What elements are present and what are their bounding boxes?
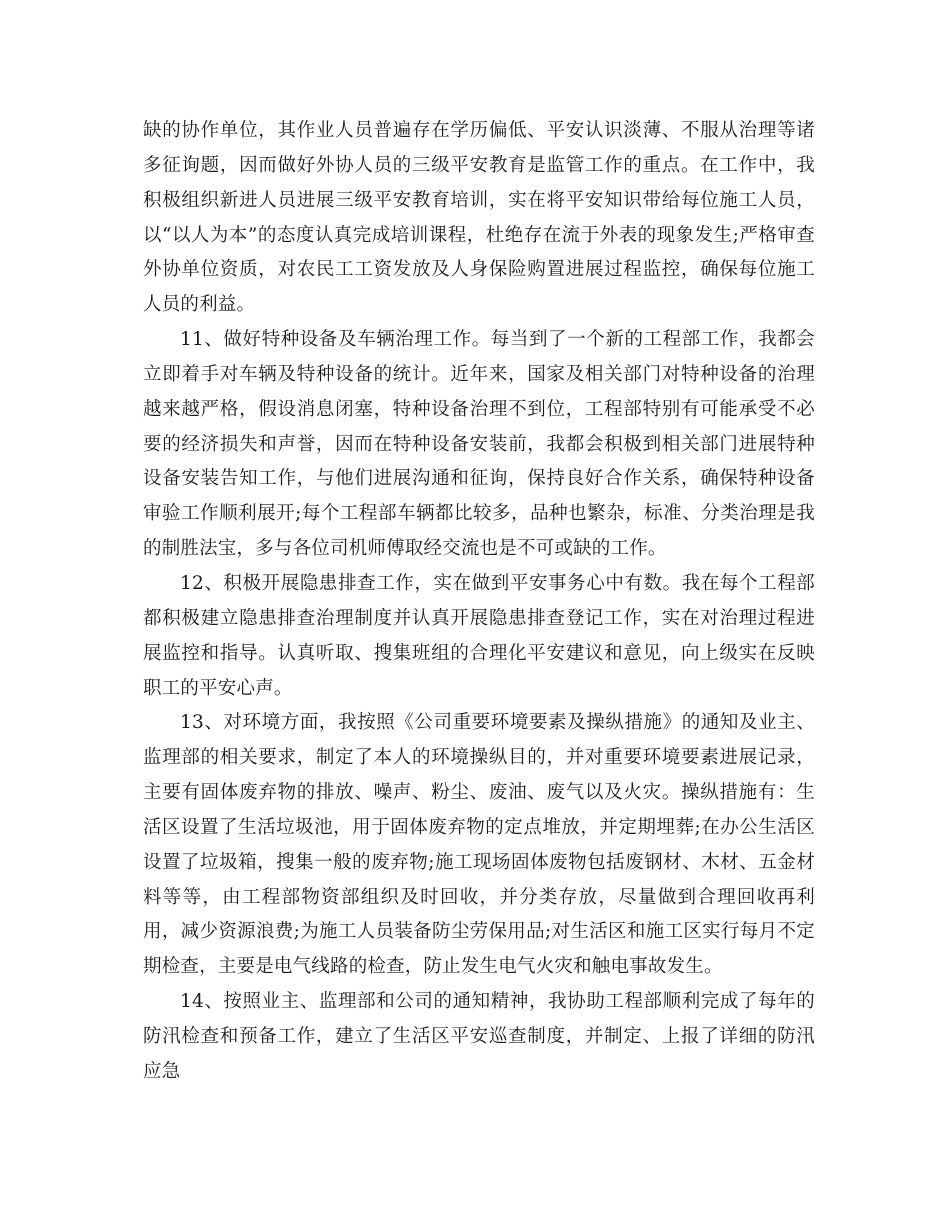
paragraph-item-14: 14、按照业主、监理部和公司的通知精神，我协助工程部顺利完成了每年的防汛检查和预备工作，建立了生活区平安巡查制度，并制定、上报了详细的防汛应急 — [143, 991, 815, 1082]
paragraph-item-12: 12、积极开展隐患排查工作，实在做到平安事务心中有数。我在每个工程部都积极建立隐患排查治理制度并认真开展隐患排查登记工作，实在对治理过程进展监控和指导。认真听取、搜集班组的合理化平安建议和意见，向上级实在反映职工的平安心声。 — [143, 572, 815, 699]
paragraph-continuation: 缺的协作单位，其作业人员普遍存在学历偏低、平安认识淡薄、不服从治理等诸多征询题，因而做好外协人员的三级平安教育是监管工作的重点。在工作中，我积极组织新进人员进展三级平安教育培训，实在将平安知识带给每位施工人员，以“以人为本”的态度认真完成培训课程，杜绝存在流于外表的现象发生;严格审查外协单位资质，对农民工工资发放及人身保险购置进展过程监控，确保每位施工人员的利益。 — [143, 120, 815, 316]
paragraph-item-11: 11、做好特种设备及车辆治理工作。每当到了一个新的工程部工作，我都会立即着手对车辆及特种设备的统计。近年来，国家及相关部门对特种设备的治理越来越严格，假设消息闭塞，特种设备治理不到位，工程部特别有可能承受不必要的经济损失和声誉，因而在特种设备安装前，我都会积极到相关部门进展特种设备安装告知工作，与他们进展沟通和征询，保持良好合作关系，确保特种设备审验工作顺利展开;每个工程部车辆都比较多，品种也繁杂，标准、分类治理是我的制胜法宝，多与各位司机师傅取经交流也是不可或缺的工作。 — [143, 329, 815, 560]
paragraph-item-13: 13、对环境方面，我按照《公司重要环境要素及操纵措施》的通知及业主、监理部的相关要求，制定了本人的环境操纵目的，并对重要环境要素进展记录，主要有固体废弃物的排放、噪声、粉尘、废油、废气以及火灾。操纵措施有：生活区设置了生活垃圾池，用于固体废弃物的定点堆放，并定期埋葬;在办公生活区设置了垃圾箱，搜集一般的废弃物;施工现场固体废物包括废钢材、木材、五金材料等等，由工程部物资部组织及时回收，并分类存放，尽量做到合理回收再利用，减少资源浪费;为施工人员装备防尘劳保用品;对生活区和施工区实行每月不定期检查，主要是电气线路的检查，防止发生电气火灾和触电事故发生。 — [143, 712, 815, 978]
document-body — [143, 114, 815, 1090]
